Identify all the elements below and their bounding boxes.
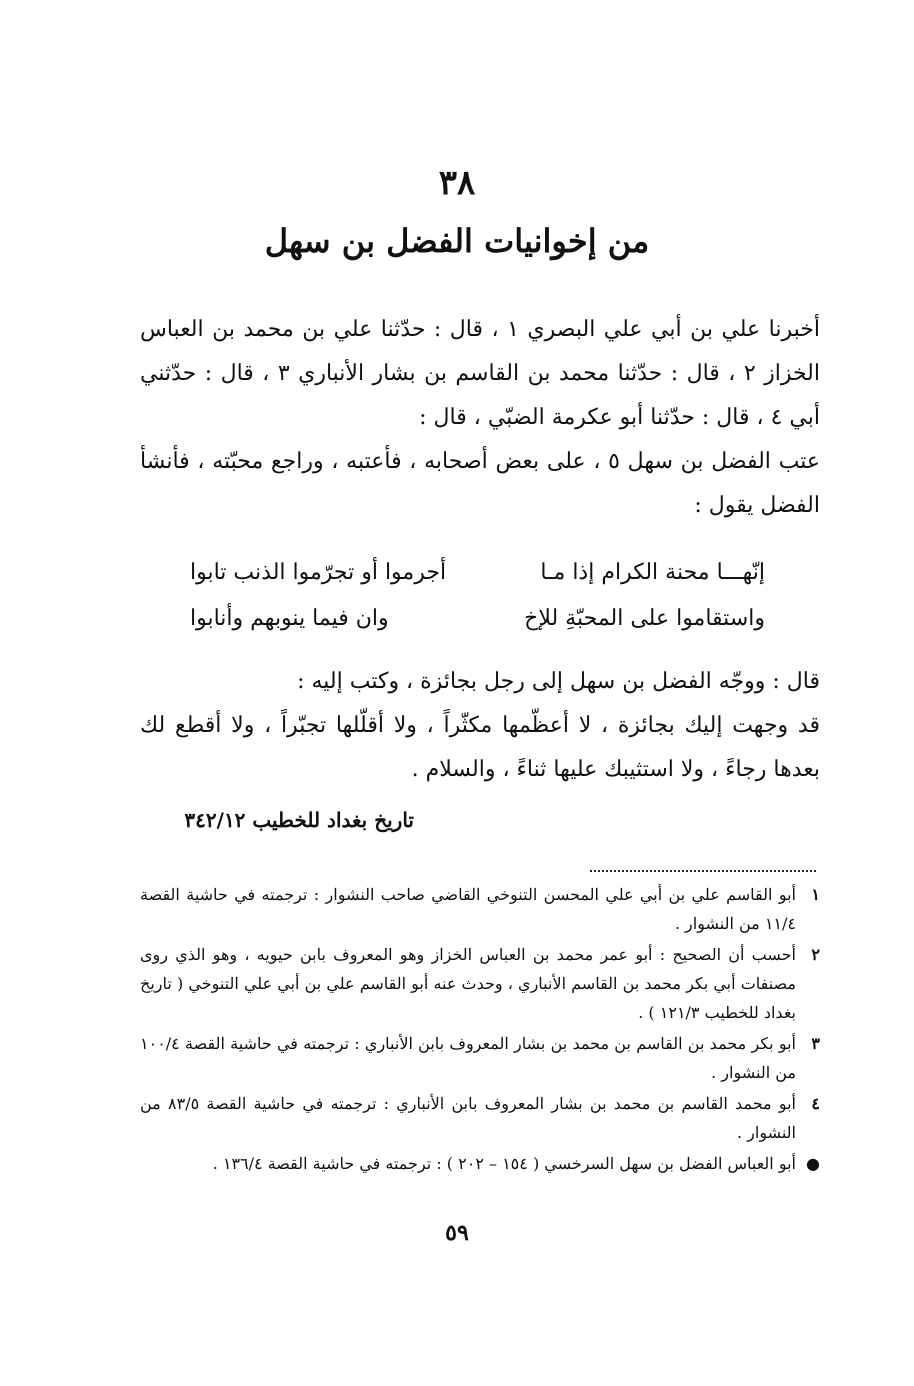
footnote-divider — [590, 870, 816, 872]
footnote-text: أبو القاسم علي بن أبي علي المحسن التنوخي القاضي صاحب النشوار : ترجمته في حاشية القصة ١١/٤ من النشوار . — [140, 885, 796, 933]
chapter-title: من إخوانيات الفضل بن سهل — [264, 222, 650, 260]
footnote — [140, 1149, 820, 1178]
main-text-continued — [140, 660, 820, 792]
main-text — [140, 308, 820, 528]
footnote — [140, 1089, 820, 1147]
poem — [190, 550, 765, 642]
footnote — [140, 880, 820, 938]
footnote-number: ● — [806, 1154, 820, 1173]
footnote-text: أبو بكر محمد بن القاسم بن محمد بن بشار المعروف بابن الأنباري : ترجمته في حاشية القصة ١٠٠/٤ من النشوار . — [140, 1034, 796, 1082]
footnote-number: ٢ — [811, 945, 820, 964]
verse-first-hemistich: واستقاموا على المحبّةِ للإخ — [524, 606, 765, 631]
footnote-number: ٣ — [811, 1034, 820, 1053]
footnote-number: ١ — [811, 885, 820, 904]
footnote-text: أبو العباس الفضل بن سهل السرخسي ( ١٥٤ – ٢٠٢ ) : ترجمته في حاشية القصة ١٣٦/٤ . — [212, 1154, 796, 1173]
source-reference: تاريخ بغداد للخطيب ٣٤٢/١٢ — [184, 808, 414, 832]
paragraph: أخبرنا علي بن أبي علي البصري ١ ، قال : حدّثنا علي بن محمد بن العباس الخزاز ٢ ، قال : حدّثنا محمد بن القاسم بن بشار الأنباري ٣ ، قال : حدّثني أبي ٤ ، قال : حدّثنا أبو عكرمة الضبّي ، قال : — [140, 317, 820, 430]
page-number: ٥٩ — [445, 1220, 469, 1246]
poem-verse — [190, 550, 765, 596]
footnotes — [140, 880, 820, 1180]
chapter-number: ٣٨ — [438, 163, 476, 203]
paragraph: قال : ووجّه الفضل بن سهل إلى رجل بجائزة ، وكتب إليه : — [297, 669, 820, 694]
footnote-text: أحسب أن الصحيح : أبو عمر محمد بن العباس الخزاز وهو المعروف بابن حيويه ، وهو الذي روى مصنفات أبي بكر محمد بن القاسم الأنباري ، وحدث عنه أبو القاسم علي بن أبي علي التنوخي ( تاريخ بغداد للخطيب ١٢١/٣ ) . — [140, 945, 796, 1022]
verse-second-hemistich: أجرموا أو تجرّموا الذنب تابوا — [190, 560, 447, 585]
footnote — [140, 940, 820, 1027]
footnote-number: ٤ — [811, 1094, 820, 1113]
verse-first-hemistich: إنّهـــا محنة الكرام إذا مـا — [540, 560, 765, 585]
paragraph: عتب الفضل بن سهل ٥ ، على بعض أصحابه ، فأعتبه ، وراجع محبّته ، فأنشأ الفضل يقول : — [140, 449, 820, 518]
footnote-text: أبو محمد القاسم بن محمد بن بشار المعروف بابن الأنباري : ترجمته في حاشية القصة ٨٣/٥ من النشوار . — [140, 1094, 797, 1142]
paragraph: قد وجهت إليك بجائزة ، لا أعظّمها مكثّراً ، ولا أقلّلها تجبّراً ، ولا أقطع لك بعدها رجاءً ، ولا استثيبك عليها ثناءً ، والسلام . — [140, 713, 820, 782]
footnote — [140, 1029, 820, 1087]
poem-verse — [190, 596, 765, 642]
verse-second-hemistich: وان فيما ينوبهم وأنابوا — [190, 606, 389, 631]
